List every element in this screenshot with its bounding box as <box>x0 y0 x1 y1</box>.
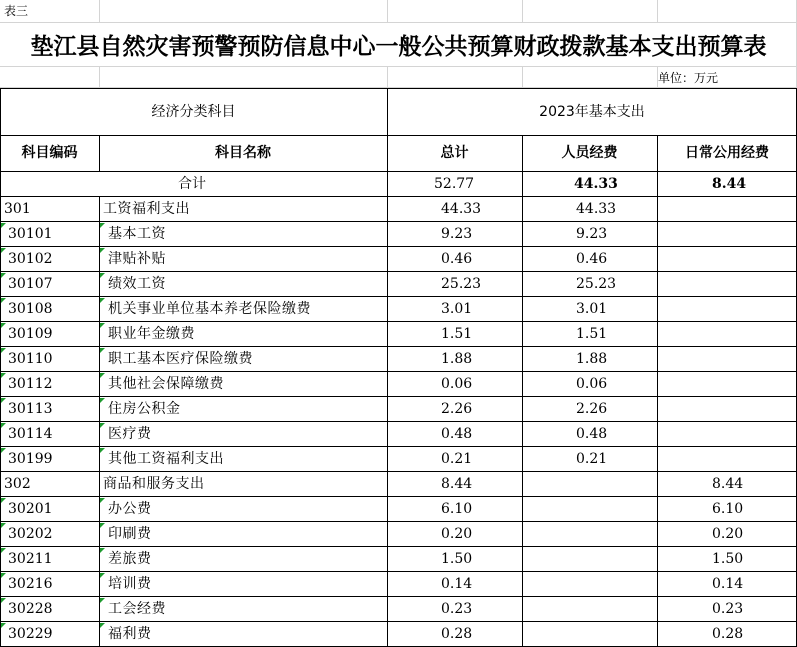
subject-code: 30229 <box>8 626 53 642</box>
text-format-indicator-icon <box>1 298 6 303</box>
subject-code: 30228 <box>8 601 53 617</box>
subject-code: 30109 <box>8 326 53 342</box>
text-format-indicator-icon <box>1 373 6 378</box>
table-row <box>0 447 797 472</box>
text-format-indicator-icon <box>100 423 105 428</box>
total-amount: 0.20 <box>441 526 473 542</box>
sheet-gridline <box>99 66 100 87</box>
text-format-indicator-icon <box>100 323 105 328</box>
unit-label: 单位：万元 <box>658 71 719 85</box>
text-format-indicator-icon <box>100 623 105 628</box>
table-row <box>0 547 797 572</box>
text-format-indicator-icon <box>1 323 6 328</box>
subject-code: 30101 <box>8 226 53 242</box>
public-amount: 0.23 <box>712 601 744 617</box>
personnel-amount: 0.21 <box>576 451 608 467</box>
table-row <box>0 597 797 622</box>
page-title: 垫江县自然灾害预警预防信息中心一般公共预算财政拨款基本支出预算表 <box>30 33 767 60</box>
text-format-indicator-icon <box>1 448 6 453</box>
subject-name: 基本工资 <box>108 226 166 242</box>
text-format-indicator-icon <box>1 248 6 253</box>
subject-name: 印刷费 <box>108 526 152 542</box>
subject-code: 302 <box>4 476 31 492</box>
subject-code: 30113 <box>8 401 53 417</box>
subject-code: 30216 <box>8 576 53 592</box>
subject-code: 30108 <box>8 301 53 317</box>
total-amount: 0.23 <box>441 601 473 617</box>
table-row <box>0 522 797 547</box>
subject-code: 30201 <box>8 501 53 517</box>
subject-code: 30102 <box>8 251 53 267</box>
subject-code: 301 <box>4 201 31 217</box>
table-row <box>0 247 797 272</box>
subject-code: 30112 <box>8 376 53 392</box>
text-format-indicator-icon <box>100 298 105 303</box>
table-row <box>0 347 797 372</box>
subject-name: 医疗费 <box>108 426 152 442</box>
personnel-amount: 1.88 <box>576 351 608 367</box>
personnel-amount: 0.46 <box>576 251 608 267</box>
total-amount: 25.23 <box>441 276 482 292</box>
personnel-amount: 25.23 <box>576 276 617 292</box>
subject-name: 职业年金缴费 <box>108 326 195 342</box>
total-amount: 6.10 <box>441 501 473 517</box>
subject-name: 培训费 <box>108 576 152 592</box>
text-format-indicator-icon <box>100 223 105 228</box>
text-format-indicator-icon <box>100 273 105 278</box>
text-format-indicator-icon <box>1 623 6 628</box>
text-format-indicator-icon <box>100 573 105 578</box>
sheet-gridline <box>522 0 523 22</box>
text-format-indicator-icon <box>100 548 105 553</box>
sheet-gridline <box>0 66 797 67</box>
text-format-indicator-icon <box>1 598 6 603</box>
header-economic-classification: 经济分类科目 <box>151 104 236 120</box>
table-row <box>0 497 797 522</box>
table-row <box>0 197 797 222</box>
header-total: 总计 <box>440 145 469 161</box>
text-format-indicator-icon <box>1 573 6 578</box>
text-format-indicator-icon <box>1 273 6 278</box>
personnel-amount: 44.33 <box>576 201 617 217</box>
total-amount: 0.06 <box>441 376 473 392</box>
subject-code: 30199 <box>8 451 53 467</box>
table-row <box>0 572 797 597</box>
subject-name: 其他社会保障缴费 <box>108 376 224 392</box>
text-format-indicator-icon <box>100 373 105 378</box>
text-format-indicator-icon <box>100 448 105 453</box>
sheet-gridline <box>522 66 523 87</box>
personnel-amount: 2.26 <box>576 401 608 417</box>
subject-name: 福利费 <box>108 626 152 642</box>
header-personnel-expenses: 人员经费 <box>561 145 618 161</box>
personnel-amount: 0.06 <box>576 376 608 392</box>
text-format-indicator-icon <box>1 348 6 353</box>
personnel-amount: 1.51 <box>576 326 608 342</box>
public-amount: 6.10 <box>712 501 744 517</box>
sheet-gridline <box>0 22 797 23</box>
total-amount: 8.44 <box>441 476 473 492</box>
header-2023-basic-expenditure: 2023年基本支出 <box>539 104 645 120</box>
total-amount: 0.21 <box>441 451 473 467</box>
table-row <box>0 372 797 397</box>
sheet-gridline <box>387 0 388 22</box>
subject-code: 30107 <box>8 276 53 292</box>
total-amount: 44.33 <box>441 201 482 217</box>
subject-name: 工资福利支出 <box>103 201 190 217</box>
text-format-indicator-icon <box>1 498 6 503</box>
total-row-personnel: 44.33 <box>574 176 618 192</box>
sheet-label: 表三 <box>4 4 29 18</box>
subject-code: 30202 <box>8 526 53 542</box>
public-amount: 1.50 <box>712 551 744 567</box>
total-amount: 1.50 <box>441 551 473 567</box>
table-row <box>0 472 797 497</box>
text-format-indicator-icon <box>100 398 105 403</box>
text-format-indicator-icon <box>1 423 6 428</box>
subject-name: 津贴补贴 <box>108 251 166 267</box>
text-format-indicator-icon <box>100 598 105 603</box>
sheet-gridline <box>387 66 388 87</box>
table-row <box>0 422 797 447</box>
total-row-public: 8.44 <box>712 176 747 192</box>
public-amount: 8.44 <box>712 476 744 492</box>
subject-name: 机关事业单位基本养老保险缴费 <box>108 301 311 317</box>
text-format-indicator-icon <box>1 223 6 228</box>
table-row <box>0 397 797 422</box>
header-public-expenses: 日常公用经费 <box>685 145 769 161</box>
public-amount: 0.28 <box>712 626 744 642</box>
text-format-indicator-icon <box>100 348 105 353</box>
personnel-amount: 0.48 <box>576 426 608 442</box>
total-amount: 2.26 <box>441 401 473 417</box>
subject-name: 绩效工资 <box>108 276 166 292</box>
subject-code: 30110 <box>8 351 53 367</box>
total-amount: 9.23 <box>441 226 473 242</box>
text-format-indicator-icon <box>100 523 105 528</box>
subject-name: 其他工资福利支出 <box>108 451 224 467</box>
header-subject-name: 科目名称 <box>215 145 271 161</box>
public-amount: 0.14 <box>712 576 744 592</box>
subject-name: 商品和服务支出 <box>103 476 205 492</box>
text-format-indicator-icon <box>100 498 105 503</box>
table-row <box>0 222 797 247</box>
personnel-amount: 9.23 <box>576 226 608 242</box>
total-amount: 3.01 <box>441 301 473 317</box>
text-format-indicator-icon <box>1 523 6 528</box>
total-amount: 0.28 <box>441 626 473 642</box>
subject-name: 工会经费 <box>108 601 166 617</box>
table-row <box>0 297 797 322</box>
personnel-amount: 3.01 <box>576 301 608 317</box>
text-format-indicator-icon <box>1 548 6 553</box>
total-amount: 1.51 <box>441 326 473 342</box>
subject-name: 差旅费 <box>108 551 152 567</box>
table-row <box>0 622 797 647</box>
subject-name: 职工基本医疗保险缴费 <box>108 351 253 367</box>
subject-code: 30114 <box>8 426 53 442</box>
sheet-gridline <box>657 0 658 22</box>
total-amount: 0.14 <box>441 576 473 592</box>
total-amount: 1.88 <box>441 351 473 367</box>
sheet-gridline <box>99 0 100 22</box>
public-amount: 0.20 <box>712 526 744 542</box>
table-row <box>0 322 797 347</box>
subject-name: 办公费 <box>108 501 152 517</box>
subject-code: 30211 <box>8 551 53 567</box>
subject-name: 住房公积金 <box>108 401 181 417</box>
text-format-indicator-icon <box>1 398 6 403</box>
total-amount: 0.46 <box>441 251 473 267</box>
total-row-label: 合计 <box>178 176 206 192</box>
total-amount: 0.48 <box>441 426 473 442</box>
header-subject-code: 科目编码 <box>21 145 78 161</box>
text-format-indicator-icon <box>100 248 105 253</box>
total-row-total: 52.77 <box>434 176 475 192</box>
table-row <box>0 272 797 297</box>
